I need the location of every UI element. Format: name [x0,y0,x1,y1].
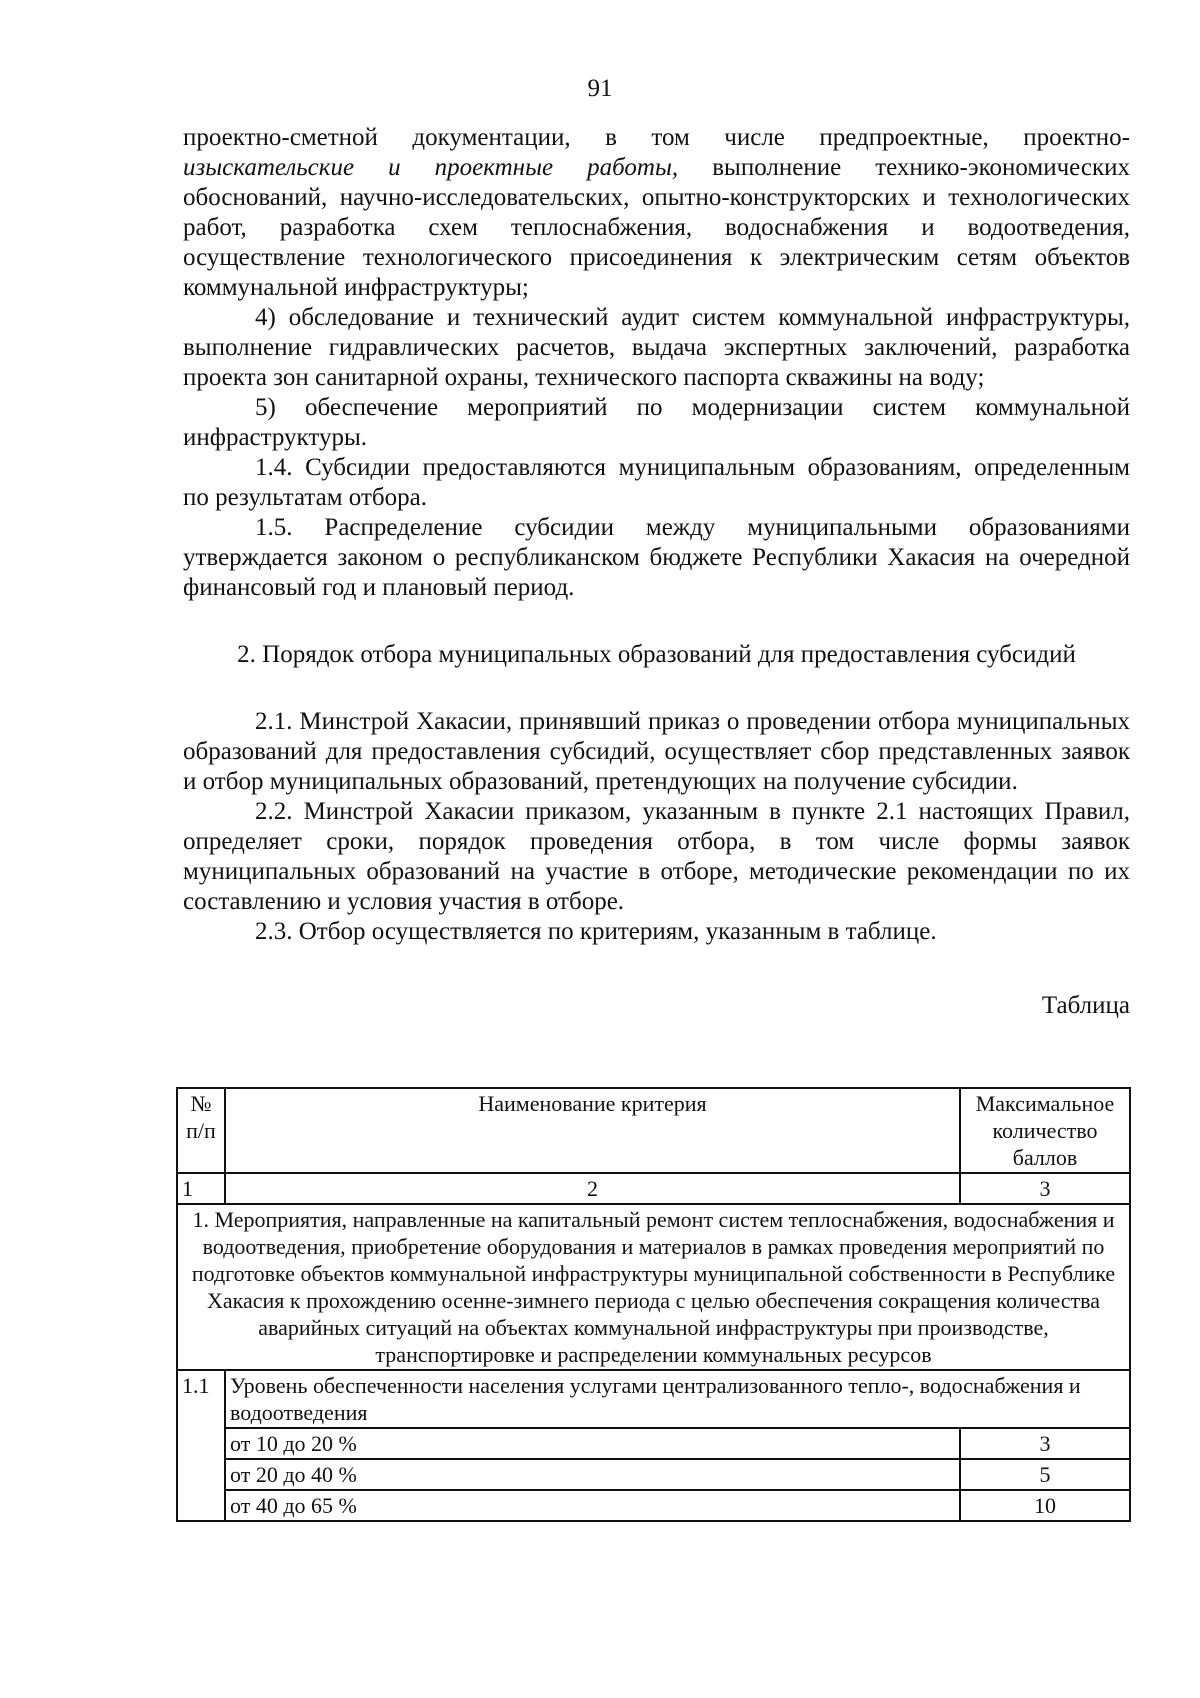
row-score: 5 [960,1459,1130,1490]
table-row [177,1459,1130,1490]
row-label: от 40 до 65 % [225,1490,960,1521]
paragraph-2-1: 2.1. Минстрой Хакасии, принявший приказ о проведении отбора муниципальных образований для предоставления субсидий, осуществляет сбор представленных заявок и отбор муниципальных образований, претендующих на получение субсидии. [183,708,1130,795]
paragraph-2-3: 2.3. Отбор осуществляется по критериям, указанным в таблице. [255,918,937,945]
criteria-table [176,1087,1131,1522]
numbering-cell-3: 3 [960,1173,1130,1204]
table-row [177,1428,1130,1459]
page-number: 91 [587,75,613,102]
section-cell: 1. Мероприятия, направленные на капитальный ремонт систем теплоснабжения, водоснабжения и водоотведения, приобретение оборудования и материалов в рамках проведения мероприятий по подготовке объектов коммунальной инфраструктуры муниципальной собственности в Республике Хакасия к прохождению осенне-зимнего периода с целью обеспечения сокращения количества аварийных ситуаций на объектах коммунальной инфраструктуры при производстве, транспортировке и распределении коммунальных ресурсов [177,1204,1130,1370]
row-score: 3 [960,1428,1130,1459]
paragraph-1-5: 1.5. Распределение субсидии между муниципальными образованиями утверждается законом о республиканском бюджете Республики Хакасия на очередной финансовый год и плановый период. [183,514,1130,601]
table-numbering-row [177,1173,1130,1204]
paragraph-1-rest: выполнение технико-экономических обоснований, научно-исследовательских, опытно-конструкторских и технологических работ, разработка схем теплоснабжения, водоснабжения и водоотведения, осуществление технологического присоединения к электрическим сетям объектов коммунальной инфраструктуры; [183,154,1131,301]
paragraph-1-start: проектно-сметной документации, в том числе предпроектные, проектно- [183,124,1130,151]
paragraph-2-2: 2.2. Минстрой Хакасии приказом, указанным в пункте 2.1 настоящих Правил, определяет сроки, порядок проведения отбора, в том числе формы заявок муниципальных образований на участие в отборе, методические рекомендации по их составлению и условия участия в отборе. [183,798,1130,915]
table-caption: Таблица [1041,992,1130,1019]
table-header-row [177,1088,1130,1173]
row-score: 10 [960,1490,1130,1521]
row-label: от 20 до 40 % [225,1459,960,1490]
row-label: от 10 до 20 % [225,1428,960,1459]
paragraph-item-5: 5) обеспечение мероприятий по модернизации систем коммунальной инфраструктуры. [183,394,1130,451]
document-body [183,123,1130,1043]
criterion-number: 1.1 [177,1370,225,1521]
table-section-row [177,1204,1130,1370]
header-number: № п/п [177,1088,225,1173]
numbering-cell-2: 2 [225,1173,960,1204]
paragraph-1 [183,123,1130,303]
criterion-row [177,1370,1130,1428]
numbering-cell-1: 1 [177,1173,225,1204]
paragraph-item-4: 4) обследование и технический аудит систем коммунальной инфраструктуры, выполнение гидравлических расчетов, выдача экспертных заключений, разработка проекта зон санитарной охраны, технического паспорта скважины на воду; [183,304,1130,391]
header-max-score: Максимальное количество баллов [960,1088,1130,1173]
paragraph-1-4: 1.4. Субсидии предоставляются муниципальным образованиям, определенным по результатам отбора. [183,454,1130,511]
criterion-name: Уровень обеспеченности населения услугами централизованного тепло-, водоснабжения и водоотведения [225,1370,1130,1428]
header-criterion: Наименование критерия [225,1088,960,1173]
paragraph-1-italic: изыскательские и проектные работы, [183,154,679,181]
section-heading: 2. Порядок отбора муниципальных образований для предоставления субсидий [237,641,1076,668]
table-row [177,1490,1130,1521]
